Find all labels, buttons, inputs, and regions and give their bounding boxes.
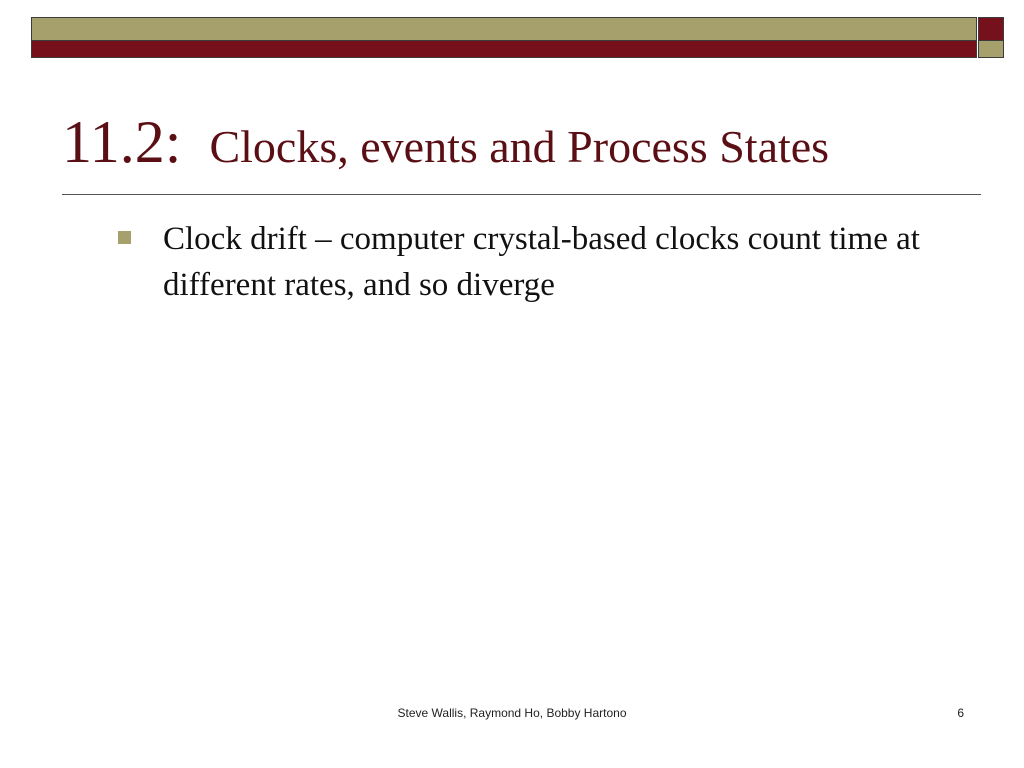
header-band-olive [31,17,977,41]
title-underline [62,194,981,195]
header-square-olive [978,41,1004,58]
slide-number: 6 [957,706,964,720]
footer-authors: Steve Wallis, Raymond Ho, Bobby Hartono [397,706,627,720]
bullet-text: Clock drift – computer crystal-based clocks count time at different rates, and so diverge [163,221,920,303]
header-band-maroon [31,41,977,58]
slide-title-text: Clocks, events and Process States [209,121,830,172]
bullet-list [118,216,978,308]
bullet-item [118,216,978,308]
square-bullet-icon [118,231,131,244]
slide-title [62,109,830,175]
slide-title-number: 11.2: [62,109,182,175]
header-square-maroon [978,17,1004,41]
